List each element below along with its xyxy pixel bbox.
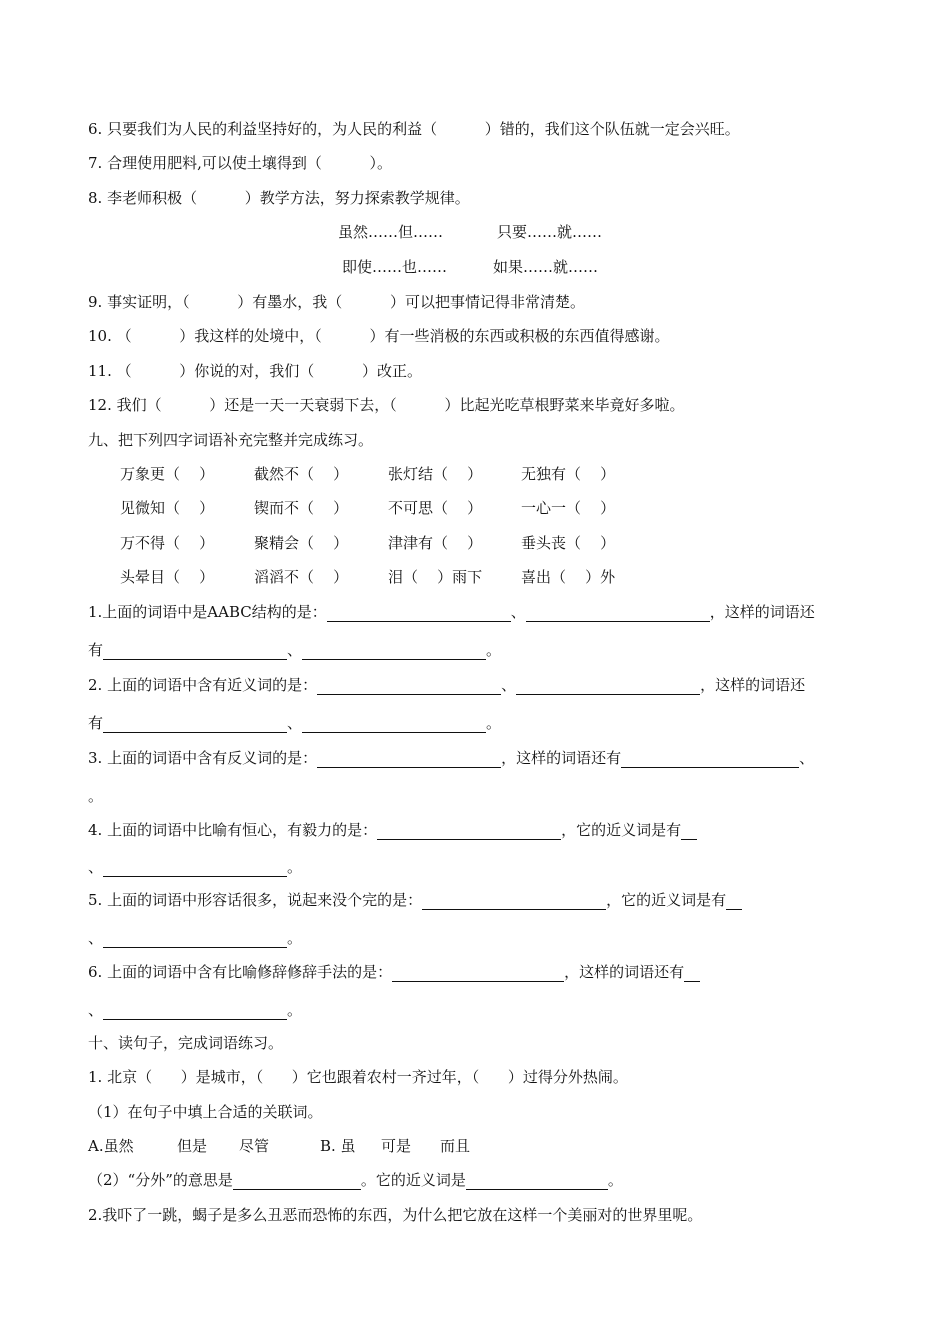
exercise-4-cont: 、 。 xyxy=(88,858,303,876)
sentence-2: 2.我吓了一跳，蝎子是多么丑恶而恐怖的东西，为什么把它放在这样一个美丽对的世界里呢。 xyxy=(88,1206,703,1224)
exercise-6: 6. 上面的词语中含有比喻修辞修辞手法的是： ，这样的词语还有 xyxy=(88,962,700,982)
question-7: 7. 合理使用肥料,可以使土壤得到（ ）。 xyxy=(88,154,393,172)
idiom: 无独有（ ） xyxy=(521,465,616,483)
answer-blank[interactable] xyxy=(302,716,486,733)
idiom: 泪（ ）雨下 xyxy=(388,568,483,586)
idiom: 万不得（ ） xyxy=(120,534,215,552)
option-jinguan: 尽管 xyxy=(239,1137,270,1155)
exercise-6-cont: 、 。 xyxy=(88,1001,303,1019)
idiom: 垂头丧（ ） xyxy=(521,534,616,552)
idiom: 滔滔不（ ） xyxy=(254,568,349,586)
sentence-1-task-2: （2）“分外”的意思是 。它的近义词是 。 xyxy=(88,1171,623,1189)
exercise-5-cont: 、 。 xyxy=(88,929,303,947)
question-9: 9. 事实证明，（ ）有墨水，我（ ）可以把事情记得非常清楚。 xyxy=(88,293,585,311)
idiom: 见微知（ ） xyxy=(120,499,215,517)
answer-blank[interactable] xyxy=(327,605,511,622)
answer-blank[interactable] xyxy=(726,893,742,910)
idiom: 不可思（ ） xyxy=(388,499,483,517)
answer-blank[interactable] xyxy=(317,751,501,768)
sentence-1-task-1: （1）在句子中填上合适的关联词。 xyxy=(88,1103,323,1121)
question-11: 11. （ ）你说的对，我们（ ）改正。 xyxy=(88,362,422,380)
option-suiran: 虽然……但…… xyxy=(338,223,444,241)
answer-blank[interactable] xyxy=(302,643,486,660)
option-zhiyao: 只要……就…… xyxy=(497,223,603,241)
option-a-suiran: A.虽然 xyxy=(88,1137,134,1155)
idiom: 一心一（ ） xyxy=(521,499,616,517)
exercise-3: 3. 上面的词语中含有反义词的是： ，这样的词语还有 、 xyxy=(88,749,815,767)
idiom: 聚精会（ ） xyxy=(254,534,349,552)
answer-blank[interactable] xyxy=(377,823,561,840)
answer-blank[interactable] xyxy=(103,931,287,948)
question-10: 10. （ ）我这样的处境中，（ ）有一些消极的东西或积极的东西值得感谢。 xyxy=(88,327,670,345)
answer-blank[interactable] xyxy=(103,1003,287,1020)
question-12: 12. 我们（ ）还是一天一天衰弱下去，（ ）比起光吃草根野菜来毕竟好多啦。 xyxy=(88,396,685,414)
section-9-heading: 九、把下列四字词语补充完整并完成练习。 xyxy=(88,431,374,449)
option-b-sui: B. 虽 xyxy=(320,1137,356,1155)
answer-blank[interactable] xyxy=(681,823,697,840)
section-10-heading: 十、读句子，完成词语练习。 xyxy=(88,1034,284,1052)
answer-blank[interactable] xyxy=(466,1173,608,1190)
exercise-3-cont: 。 xyxy=(88,787,104,805)
question-6: 6. 只要我们为人民的利益坚持好的，为人民的利益（ ）错的，我们这个队伍就一定会兴旺。 xyxy=(88,120,740,138)
option-jishi: 即使……也…… xyxy=(342,258,448,276)
answer-blank[interactable] xyxy=(516,678,700,695)
exercise-2-cont: 有 、 。 xyxy=(88,714,502,732)
option-erqie: 而且 xyxy=(440,1137,471,1155)
answer-blank[interactable] xyxy=(422,893,606,910)
idiom: 头晕目（ ） xyxy=(120,568,215,586)
answer-blank[interactable] xyxy=(684,965,700,982)
answer-blank[interactable] xyxy=(103,716,287,733)
exercise-1-cont: 有 、 。 xyxy=(88,641,502,659)
answer-blank[interactable] xyxy=(233,1173,361,1190)
exercise-2: 2. 上面的词语中含有近义词的是： 、 ，这样的词语还 xyxy=(88,676,806,694)
question-8: 8. 李老师积极（ ）教学方法，努力探索教学规律。 xyxy=(88,189,470,207)
option-keshi: 可是 xyxy=(381,1137,412,1155)
idiom: 津津有（ ） xyxy=(388,534,483,552)
answer-blank[interactable] xyxy=(392,965,564,982)
idiom: 截然不（ ） xyxy=(254,465,349,483)
idiom: 张灯结（ ） xyxy=(388,465,483,483)
sentence-1: 1. 北京（ ）是城市，（ ）它也跟着农村一齐过年，（ ）过得分外热闹。 xyxy=(88,1068,628,1086)
option-danshi: 但是 xyxy=(177,1137,208,1155)
exercise-1: 1.上面的词语中是AABC结构的是： 、 ，这样的词语还 xyxy=(88,603,815,621)
answer-blank[interactable] xyxy=(317,678,501,695)
idiom: 万象更（ ） xyxy=(120,465,215,483)
answer-blank[interactable] xyxy=(621,751,799,768)
idiom: 锲而不（ ） xyxy=(254,499,349,517)
exercise-5: 5. 上面的词语中形容话很多，说起来没个完的是： ，它的近义词是有 xyxy=(88,890,742,910)
answer-blank[interactable] xyxy=(103,643,287,660)
exercise-4: 4. 上面的词语中比喻有恒心，有毅力的是： ，它的近义词是有 xyxy=(88,820,697,840)
answer-blank[interactable] xyxy=(526,605,710,622)
option-ruguo: 如果……就…… xyxy=(493,258,599,276)
idiom: 喜出（ ）外 xyxy=(521,568,616,586)
answer-blank[interactable] xyxy=(103,860,287,877)
